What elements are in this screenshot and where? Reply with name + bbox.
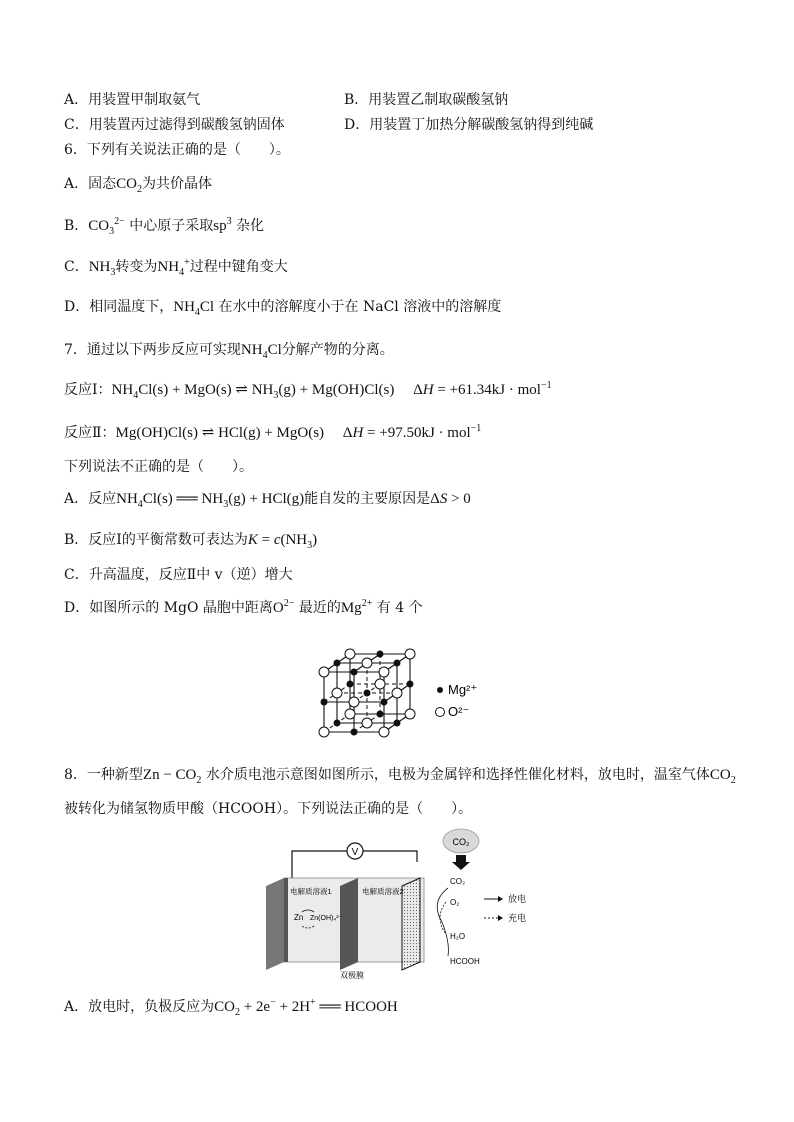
discharge-legend-label: 放电 <box>508 894 527 904</box>
catalyst-electrode <box>402 878 420 970</box>
circuit-wire-left <box>292 851 347 878</box>
electrolyte-2-label: 电解质溶液2 <box>362 887 404 896</box>
o-ion <box>319 727 329 737</box>
crystal-ions <box>319 649 415 737</box>
zinc-electrode <box>284 878 288 962</box>
mg-ion <box>334 660 340 666</box>
down-arrow-icon <box>452 855 470 870</box>
discharge-legend-arrow <box>498 896 503 902</box>
o-ion <box>375 679 385 689</box>
legend-o-label: O²⁻ <box>448 704 470 719</box>
zinc-hydroxide-label: Zn(OH)₄²⁻ <box>310 915 343 922</box>
reaction-path-arrow <box>437 888 448 956</box>
o-ion <box>349 697 359 707</box>
zn-co2-battery-figure <box>262 822 562 980</box>
mg-ion <box>364 690 370 696</box>
q6-stem: 6．下列有关说法正确的是（ ）。 <box>64 142 290 158</box>
q7-option-d: D．如图所示的 MgO 晶胞中距离$O^{2-}$ 最近的$Mg^{2+}$ 有 4 个 <box>64 598 423 616</box>
mg-ion <box>377 711 383 717</box>
q8-stem-line-2: 被转化为储氢物质甲酸（HCOOH）。下列说法正确的是（ ）。 <box>64 801 473 817</box>
mg-ion <box>347 681 353 687</box>
q7-option-a: A．反应$NH_4Cl(s)$ ══ $NH_3(g) + HCl(g)$能自发的主要原因是ΔS > 0 <box>64 491 471 510</box>
o-ion <box>345 709 355 719</box>
bipolar-membrane-label: 双极膜 <box>340 971 364 980</box>
mg-ion <box>381 699 387 705</box>
q6-option-b: B．$CO_3^{2-}$ 中心原子采取$sp^3$ 杂化 <box>64 216 265 237</box>
mg-ion <box>394 660 400 666</box>
charge-legend-label: 充电 <box>508 913 527 923</box>
mgo-crystal-cell-figure <box>300 632 500 744</box>
circuit-wire-right <box>363 851 417 862</box>
o-ion <box>379 667 389 677</box>
o-ion <box>362 658 372 668</box>
q5-option-c: C．用装置丙过滤得到碳酸氢钠固体 <box>64 117 285 133</box>
q7-option-b: B．反应Ⅰ的平衡常数可表达为$K = c(NH_3)$ <box>64 532 318 551</box>
charge-path-arrow <box>440 902 446 934</box>
h2o-label: H₂O <box>450 932 466 941</box>
co2-label: CO₂ <box>450 877 466 886</box>
o2-label: O₂ <box>450 898 460 907</box>
q7-option-c: C．升高温度，反应Ⅱ中 v（逆）增大 <box>64 567 293 583</box>
q6-option-d: D．相同温度下，$NH_4Cl$ 在水中的溶解度小于在 NaCl 溶液中的溶解度 <box>64 299 502 318</box>
mg-ion <box>377 651 383 657</box>
o-ion <box>405 709 415 719</box>
mg-ion <box>334 720 340 726</box>
mg-ion <box>351 669 357 675</box>
q7-reaction-1: 反应Ⅰ：$NH_4Cl(s) + MgO(s)$ ⇌ $NH_3(g) + Mg(OH)Cl(s)$ ΔH = +61.34kJ · mol$^{-1}$ <box>64 380 552 401</box>
q7-question: 下列说法不正确的是（ ）。 <box>64 459 253 475</box>
bipolar-membrane <box>340 878 358 970</box>
q8-option-a: A．放电时，负极反应为$CO_2 + 2e^- + 2H^+$ ══ HCOOH <box>64 997 398 1018</box>
zn-label: Zn <box>294 913 304 922</box>
zinc-electrode-side <box>266 878 284 970</box>
o-ion <box>332 688 342 698</box>
o-ion <box>345 649 355 659</box>
q6-option-c: C．$NH_3$转变为$NH_4^+$过程中键角变大 <box>64 257 288 278</box>
q7-reaction-2: 反应Ⅱ：Mg(OH)Cl(s) ⇌ HCl(g) + MgO(s) ΔH = +97.50kJ · mol$^{-1}$ <box>64 423 482 441</box>
legend-mg-label: Mg²⁺ <box>448 682 478 697</box>
q8-stem-line-1: 8．一种新型$Zn - CO_2$ 水介质电池示意图如图所示，电极为金属锌和选择性催化材料，放电时，温室气体$CO_2$ <box>64 767 736 786</box>
q5-option-a: A．用装置甲制取氨气 <box>64 92 201 108</box>
o-ion <box>392 688 402 698</box>
o-ion <box>379 727 389 737</box>
q5-option-b: B．用装置乙制取碳酸氢钠 <box>344 92 509 108</box>
q5-option-d: D．用装置丁加热分解碳酸氢钠得到纯碱 <box>344 117 594 133</box>
o-ion <box>362 718 372 728</box>
cloud-co2-label: CO₂ <box>452 837 470 847</box>
electrolyte-1-label: 电解质溶液1 <box>290 887 332 896</box>
q6-option-a: A．固态$CO_2$为共价晶体 <box>64 176 212 195</box>
legend-mg-dot <box>437 687 443 693</box>
mg-ion <box>351 729 357 735</box>
q7-stem: 7．通过以下两步反应可实现$NH_4Cl$分解产物的分离。 <box>64 342 394 361</box>
legend-o-circle <box>436 708 445 717</box>
mg-ion <box>394 720 400 726</box>
mg-ion <box>407 681 413 687</box>
o-ion <box>319 667 329 677</box>
charge-legend-arrow <box>498 915 503 921</box>
mg-ion <box>321 699 327 705</box>
hcooh-label: HCOOH <box>450 957 480 966</box>
voltmeter-label: V <box>351 847 359 858</box>
o-ion <box>405 649 415 659</box>
